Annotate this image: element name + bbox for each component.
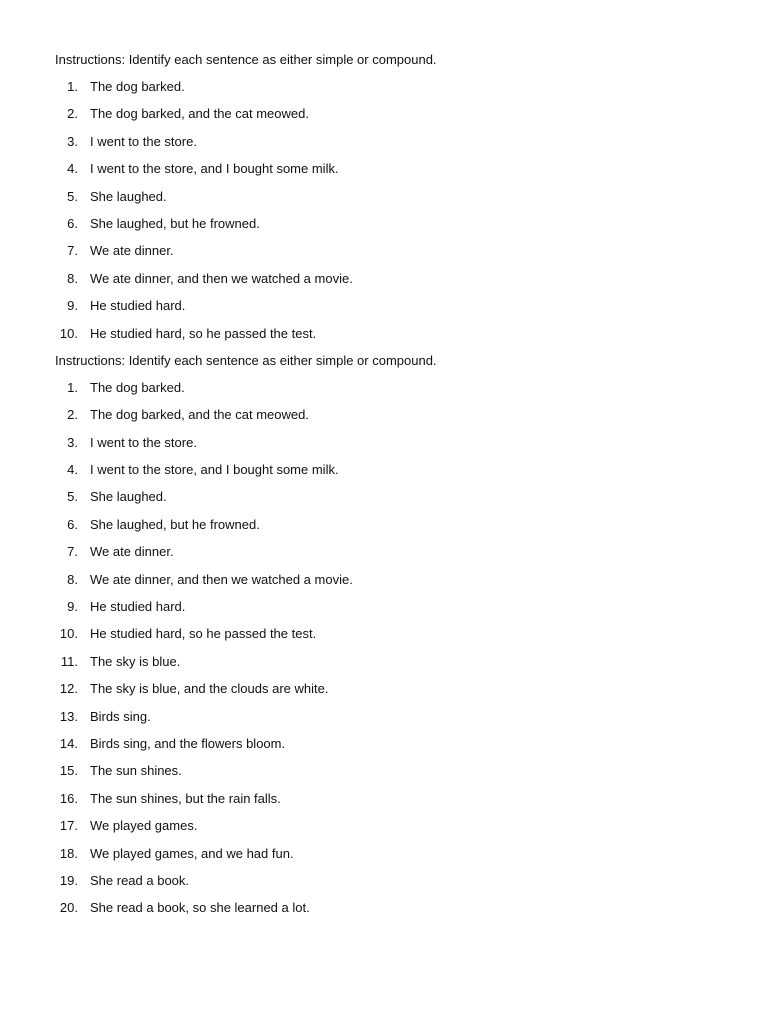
item-sentence: She read a book. bbox=[90, 872, 190, 888]
list-item bbox=[55, 517, 768, 544]
list-item bbox=[55, 873, 768, 900]
list-item bbox=[55, 791, 768, 818]
item-number: 3. bbox=[67, 133, 78, 149]
item-sentence: We ate dinner. bbox=[90, 544, 174, 560]
sentence-list bbox=[55, 380, 768, 928]
list-item bbox=[55, 489, 768, 516]
item-number: 4. bbox=[67, 161, 78, 177]
list-item bbox=[55, 599, 768, 626]
item-number: 20. bbox=[59, 900, 78, 916]
item-number: 7. bbox=[67, 544, 78, 560]
list-item bbox=[55, 763, 768, 790]
item-number: 5. bbox=[67, 489, 78, 505]
item-sentence: I went to the store. bbox=[90, 434, 197, 450]
item-number: 9. bbox=[67, 298, 78, 314]
list-item bbox=[55, 846, 768, 873]
item-sentence: She laughed. bbox=[90, 188, 167, 204]
list-item bbox=[55, 79, 768, 106]
item-number: 2. bbox=[67, 407, 78, 423]
sentence-list bbox=[55, 79, 768, 353]
item-number: 6. bbox=[67, 516, 78, 532]
item-number: 1. bbox=[67, 379, 78, 395]
item-number: 16. bbox=[59, 790, 78, 806]
item-sentence: She laughed, but he frowned. bbox=[90, 215, 260, 231]
exercise-section-2 bbox=[55, 353, 768, 928]
list-item bbox=[55, 900, 768, 927]
list-item bbox=[55, 380, 768, 407]
list-item bbox=[55, 654, 768, 681]
exercise-section-1 bbox=[55, 52, 768, 353]
item-sentence: I went to the store, and I bought some milk. bbox=[90, 161, 339, 177]
item-number: 8. bbox=[67, 270, 78, 286]
item-number: 9. bbox=[67, 599, 78, 615]
item-number: 2. bbox=[67, 106, 78, 122]
item-sentence: We ate dinner, and then we watched a movie. bbox=[90, 571, 353, 587]
item-number: 10. bbox=[59, 325, 78, 341]
item-sentence: He studied hard. bbox=[90, 298, 186, 314]
item-sentence: The dog barked, and the cat meowed. bbox=[90, 407, 309, 423]
item-sentence: The sky is blue. bbox=[90, 653, 181, 669]
item-number: 12. bbox=[59, 681, 78, 697]
list-item bbox=[55, 435, 768, 462]
item-sentence: He studied hard. bbox=[90, 599, 186, 615]
list-item bbox=[55, 161, 768, 188]
item-number: 8. bbox=[67, 571, 78, 587]
item-number: 11. bbox=[60, 653, 78, 669]
item-sentence: The sun shines, but the rain falls. bbox=[90, 790, 281, 806]
list-item bbox=[55, 106, 768, 133]
item-number: 18. bbox=[59, 845, 78, 861]
item-sentence: He studied hard, so he passed the test. bbox=[90, 325, 317, 341]
item-sentence: The sun shines. bbox=[90, 763, 182, 779]
list-item bbox=[55, 189, 768, 216]
item-number: 13. bbox=[59, 708, 78, 724]
item-number: 5. bbox=[67, 188, 78, 204]
item-sentence: The dog barked. bbox=[90, 379, 185, 395]
item-sentence: He studied hard, so he passed the test. bbox=[90, 626, 317, 642]
list-item bbox=[55, 681, 768, 708]
item-sentence: We played games, and we had fun. bbox=[90, 845, 294, 861]
item-number: 15. bbox=[59, 763, 78, 779]
item-sentence: She laughed. bbox=[90, 489, 167, 505]
item-number: 19. bbox=[59, 872, 78, 888]
list-item bbox=[55, 544, 768, 571]
instructions-text: Instructions: Identify each sentence as either simple or compound. bbox=[55, 352, 437, 368]
item-sentence: Birds sing. bbox=[90, 708, 151, 724]
list-item bbox=[55, 271, 768, 298]
item-sentence: I went to the store. bbox=[90, 133, 197, 149]
instructions-text: Instructions: Identify each sentence as either simple or compound. bbox=[55, 52, 437, 67]
item-sentence: The dog barked, and the cat meowed. bbox=[90, 106, 309, 122]
list-item bbox=[55, 298, 768, 325]
item-number: 17. bbox=[59, 818, 78, 834]
item-sentence: She laughed, but he frowned. bbox=[90, 516, 260, 532]
item-number: 6. bbox=[67, 215, 78, 231]
item-number: 4. bbox=[67, 462, 78, 478]
item-sentence: Birds sing, and the flowers bloom. bbox=[90, 735, 286, 751]
list-item bbox=[55, 216, 768, 243]
item-sentence: She read a book, so she learned a lot. bbox=[90, 900, 310, 916]
item-sentence: We played games. bbox=[90, 818, 198, 834]
item-sentence: The sky is blue, and the clouds are white. bbox=[90, 681, 329, 697]
item-number: 1. bbox=[67, 79, 78, 94]
list-item bbox=[55, 462, 768, 489]
item-sentence: We ate dinner. bbox=[90, 243, 174, 259]
item-number: 10. bbox=[59, 626, 78, 642]
item-sentence: The dog barked. bbox=[90, 79, 185, 94]
list-item bbox=[55, 736, 768, 763]
list-item bbox=[55, 818, 768, 845]
item-sentence: I went to the store, and I bought some milk. bbox=[90, 462, 339, 478]
item-sentence: We ate dinner, and then we watched a movie. bbox=[90, 270, 353, 286]
list-item bbox=[55, 709, 768, 736]
list-item bbox=[55, 243, 768, 270]
list-item bbox=[55, 407, 768, 434]
list-item bbox=[55, 572, 768, 599]
item-number: 14. bbox=[59, 735, 78, 751]
item-number: 3. bbox=[67, 434, 78, 450]
list-item bbox=[55, 134, 768, 161]
list-item bbox=[55, 626, 768, 653]
item-number: 7. bbox=[67, 243, 78, 259]
list-item bbox=[55, 326, 768, 353]
